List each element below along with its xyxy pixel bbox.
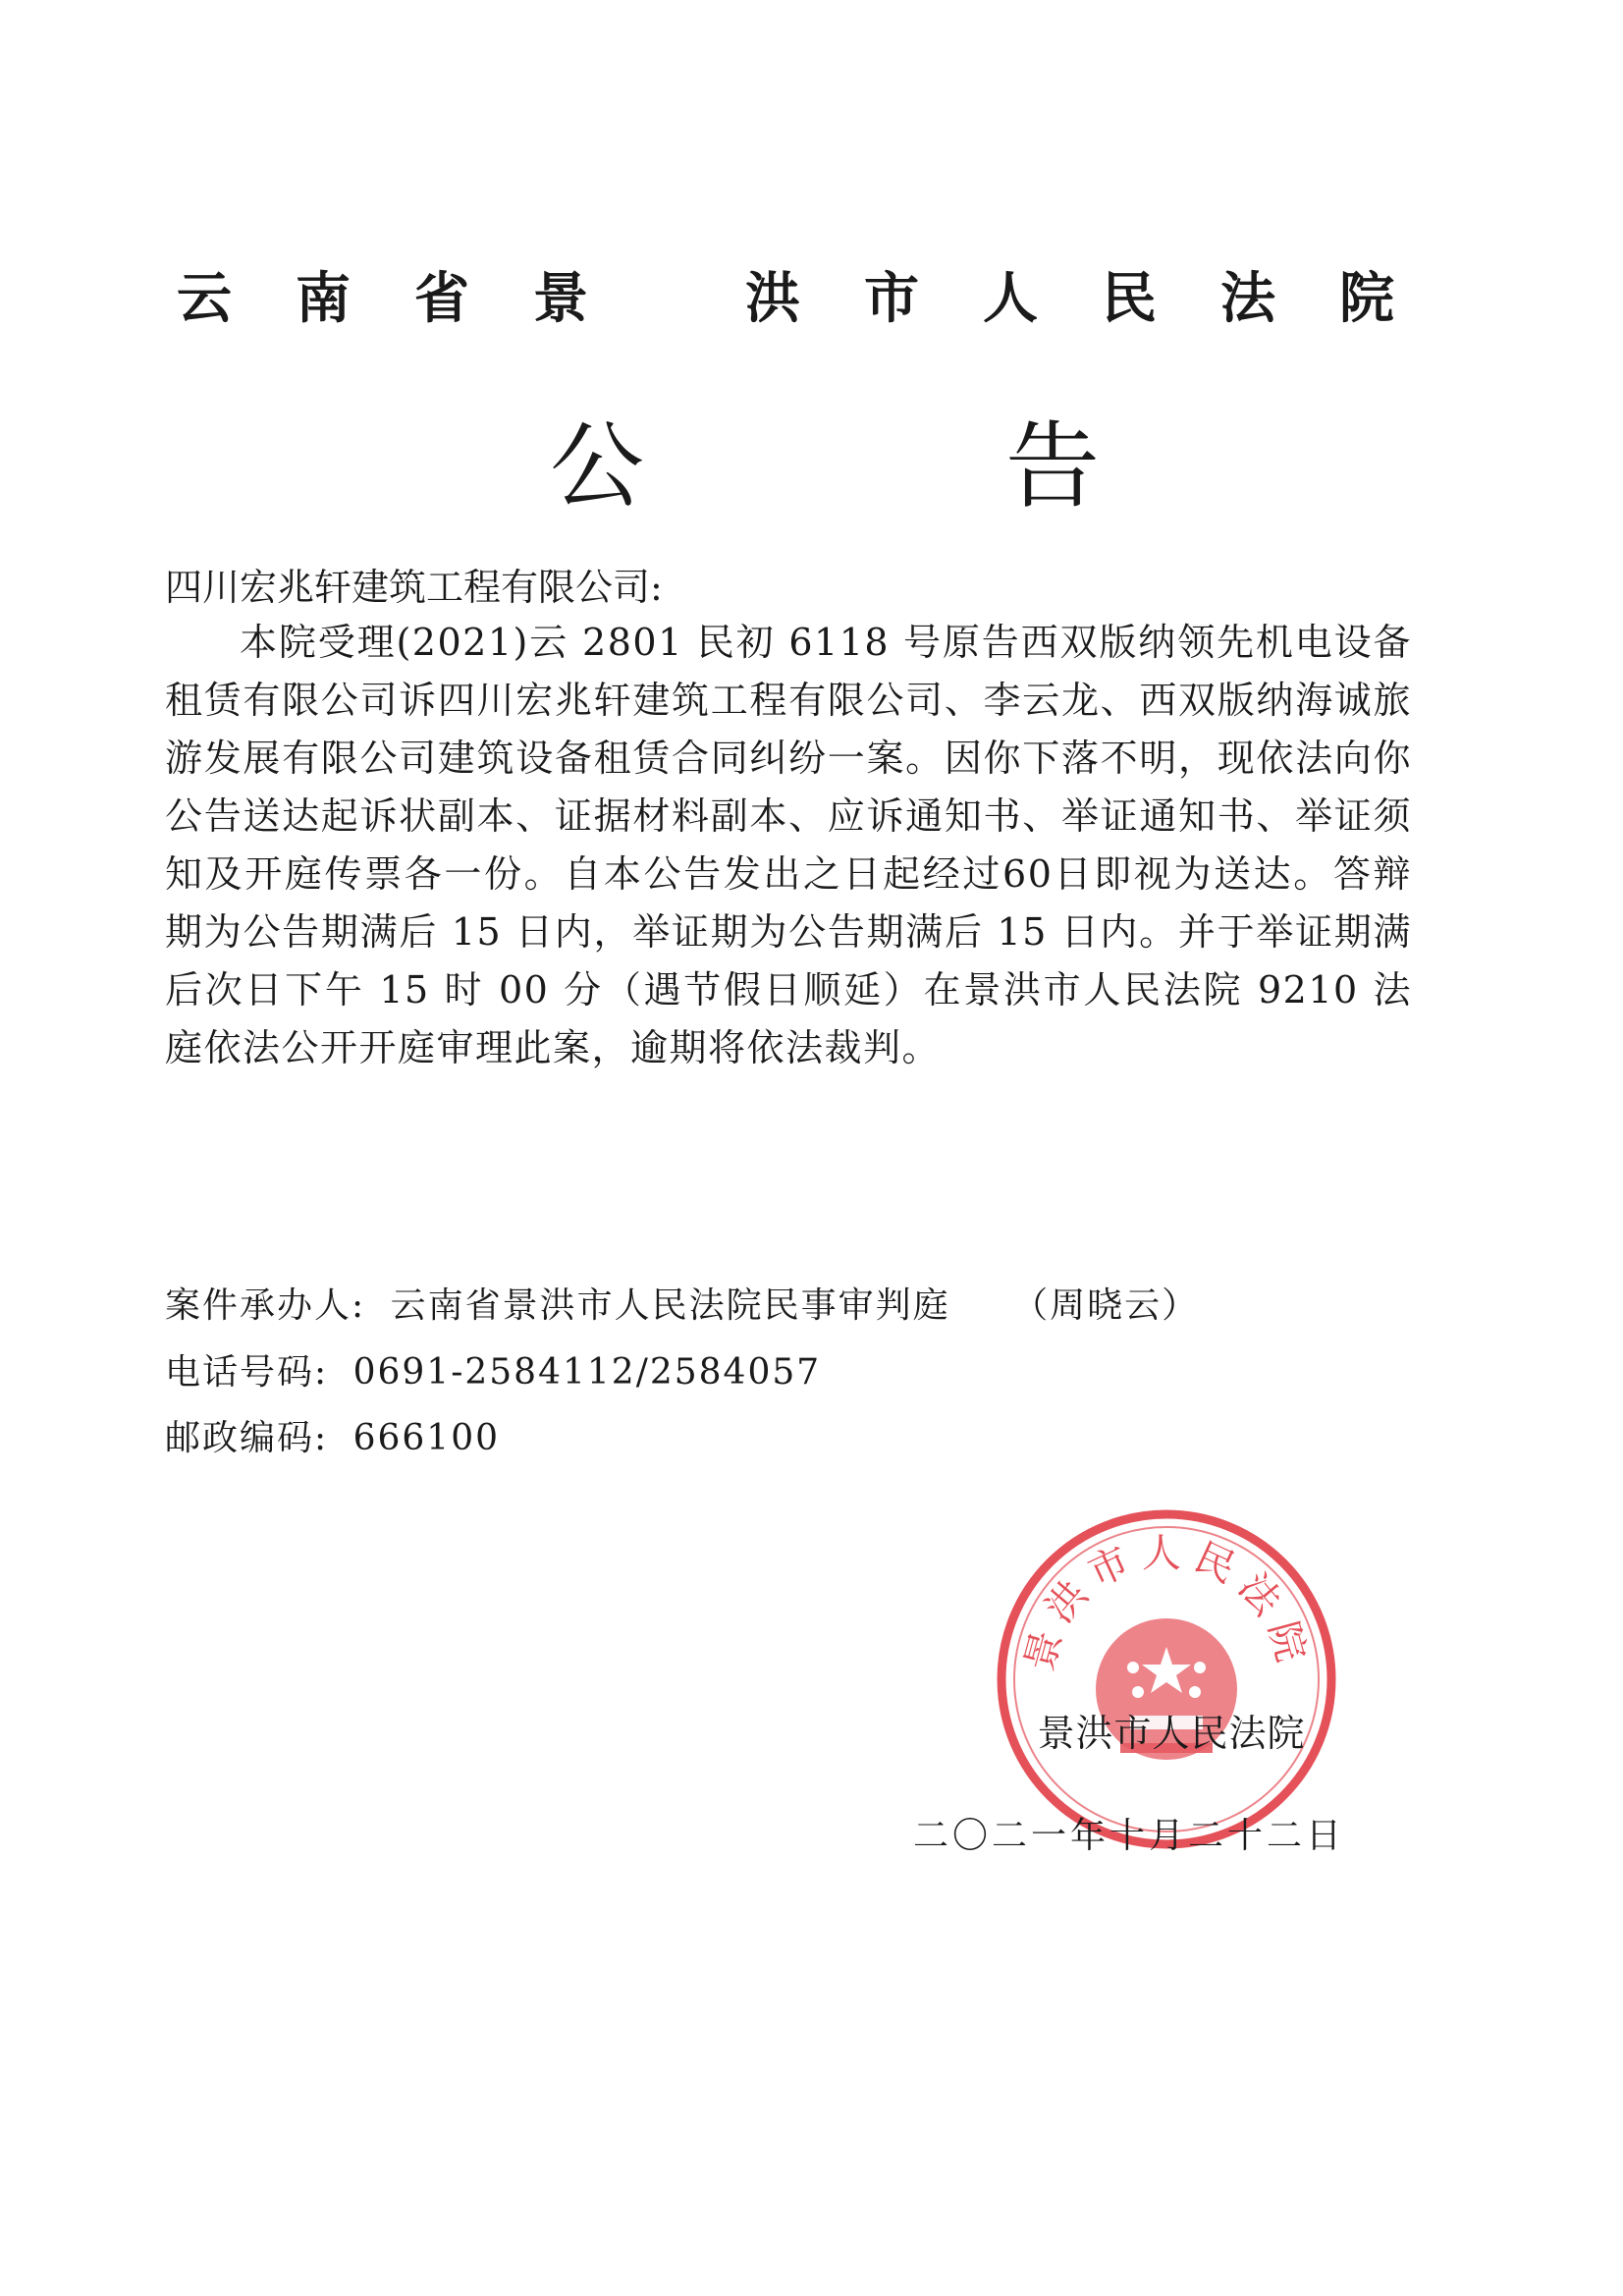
court-name-char: 民	[1102, 267, 1157, 331]
seal-text: 景洪市人民法院	[1016, 1530, 1317, 1676]
court-name-char: 南	[296, 267, 351, 331]
court-seal	[995, 1507, 1338, 1851]
handler-label: 案件承办人:	[165, 1285, 366, 1326]
signer: 景洪市人民法院	[1037, 1712, 1306, 1755]
handler-line	[165, 1282, 1199, 1331]
court-name-char: 法	[1220, 267, 1275, 331]
court-name-char: 云	[177, 267, 232, 331]
phone-line	[165, 1348, 821, 1397]
court-name-char: 洪	[745, 267, 800, 331]
handler-value: 云南省景洪市人民法院民事审判庭	[390, 1285, 950, 1326]
postal-line	[165, 1414, 500, 1463]
issue-date: 二〇二一年十月二十二日	[912, 1816, 1345, 1856]
phone-value: 0691-2584112/2584057	[352, 1352, 822, 1393]
addressee: 四川宏兆轩建筑工程有限公司:	[165, 566, 663, 609]
postal-label: 邮政编码:	[165, 1418, 329, 1458]
phone-label: 电话号码:	[165, 1352, 329, 1393]
court-name-heading	[177, 265, 1394, 334]
court-name-char: 市	[864, 267, 919, 331]
notice-body: 本院受理(2021)云 2801 民初 6118 号原告西双版纳领先机电设备租赁有限公司诉四川宏兆轩建筑工程有限公司、李云龙、西双版纳海诚旅游发展有限公司建筑设备租赁合同纠纷一案。因你下落不明，现依法向你公告送达起诉状副本、证据材料副本、应诉通知书、举证通知书、举证须知及开庭传票各一份。自本公告发出之日起经过60日即视为送达。答辩期为公告期满后 15 日内，举证期为公告期满后 15 日内。并于举证期满后次日下午 15 时 00 分（遇节假日顺延）在景洪市人民法院 9210 法庭依法公开开庭审理此案，逾期将依法裁判。	[165, 621, 1412, 1069]
notice-title	[550, 412, 1100, 520]
court-name-char: 人	[983, 267, 1038, 331]
court-name-char: 景	[533, 267, 588, 331]
court-name-char: 院	[1339, 267, 1394, 331]
handler-person: （周晓云）	[1012, 1285, 1200, 1326]
postal-value: 666100	[352, 1418, 501, 1458]
court-name-char: 省	[414, 267, 469, 331]
notice-title-char: 公	[550, 411, 644, 521]
notice-title-char: 告	[1005, 411, 1100, 521]
